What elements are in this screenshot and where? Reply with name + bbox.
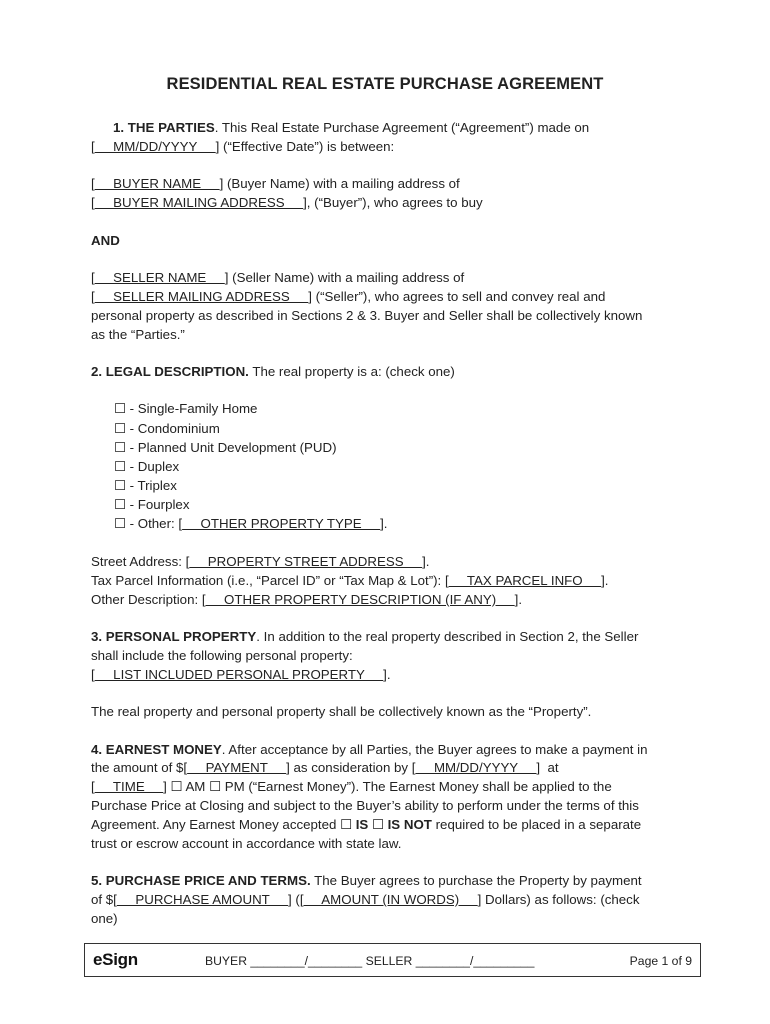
property-type-option-pud[interactable]: ☐ - Planned Unit Development (PUD) — [114, 440, 337, 455]
purchase-amount-field[interactable]: PURCHASE AMOUNT — [116, 892, 289, 907]
buyer-address-text: ], (“Buyer”), who agrees to buy — [303, 195, 483, 210]
payment-time-field[interactable]: TIME — [94, 779, 164, 794]
street-address-suffix: ]. — [422, 554, 430, 569]
escrow-is-not-option[interactable]: IS NOT — [387, 817, 432, 832]
seller-name-text: ] (Seller Name) with a mailing address of — [224, 270, 465, 285]
payment-at-label: ] at — [536, 760, 559, 775]
tax-parcel-label: Tax Parcel Information (i.e., “Parcel ID” or “Tax Map & Lot”): [ — [91, 573, 449, 588]
section-3-line-2: shall include the following personal property: — [91, 648, 353, 663]
section-1-line-1 — [113, 119, 589, 137]
tax-parcel-line — [91, 572, 609, 590]
buyer-address-field[interactable]: BUYER MAILING ADDRESS — [94, 195, 304, 210]
section-3-text: . In addition to the real property described in Section 2, the Seller — [256, 629, 639, 644]
property-type-option-fourplex[interactable]: ☐ - Fourplex — [114, 497, 190, 512]
seller-name-line: [ SELLER NAME ] (Seller Name) with a mailing address of — [91, 270, 465, 285]
section-4-heading: 4. EARNEST MONEY — [91, 742, 222, 757]
section-1-number: 1. — [113, 120, 125, 135]
other-description-line — [91, 591, 522, 609]
section-1-text: . This Real Estate Purchase Agreement (“Agreement”) made on — [214, 120, 590, 135]
seller-name-field[interactable]: SELLER NAME — [94, 270, 225, 285]
section-4-text: . After acceptance by all Parties, the Buyer agrees to make a payment in — [221, 742, 648, 757]
buyer-name-text: ] (Buyer Name) with a mailing address of — [219, 176, 460, 191]
property-definition-text: The real property and personal property shall be collectively known as the “Property”. — [91, 704, 592, 719]
effective-date-field[interactable]: MM/DD/YYYY — [94, 139, 216, 154]
property-type-option-other[interactable] — [114, 515, 388, 533]
section-4-line-1 — [91, 741, 648, 759]
other-description-field[interactable]: OTHER PROPERTY DESCRIPTION (IF ANY) — [205, 592, 515, 607]
section-5-line-3: one) — [91, 911, 118, 926]
section-1-heading: THE PARTIES — [127, 120, 215, 135]
street-address-field[interactable]: PROPERTY STREET ADDRESS — [189, 554, 423, 569]
payment-date-field[interactable]: MM/DD/YYYY — [415, 760, 537, 775]
section-5-heading: 5. PURCHASE PRICE AND TERMS. — [91, 873, 311, 888]
other-option-suffix: ]. — [380, 516, 388, 531]
esign-logo: eSign — [93, 950, 138, 969]
property-type-option-single-family[interactable]: ☐ - Single-Family Home — [114, 401, 258, 416]
section-4-line-2 — [91, 759, 559, 777]
tax-parcel-suffix: ]. — [601, 573, 609, 588]
amount-words-field[interactable]: AMOUNT (IN WORDS) — [303, 892, 478, 907]
section-2-heading: 2. LEGAL DESCRIPTION. — [91, 364, 249, 379]
section-5-text-end: ] Dollars) as follows: (check — [477, 892, 640, 907]
other-description-label: Other Description: [ — [91, 592, 206, 607]
amount-words-label: ] ([ — [288, 892, 304, 907]
escrow-is-option[interactable]: IS — [355, 817, 369, 832]
page-number: Page 1 of 9 — [629, 954, 692, 968]
personal-property-line: [ LIST INCLUDED PERSONAL PROPERTY ]. — [91, 667, 391, 682]
property-type-option-duplex[interactable]: ☐ - Duplex — [114, 459, 180, 474]
and-label: AND — [91, 233, 120, 248]
street-address-label: Street Address: [ — [91, 554, 190, 569]
street-address-line — [91, 553, 429, 571]
parties-text-line-2: as the “Parties.” — [91, 327, 185, 342]
property-type-option-triplex[interactable]: ☐ - Triplex — [114, 478, 177, 493]
section-4-line-5 — [91, 816, 641, 834]
document-title: RESIDENTIAL REAL ESTATE PURCHASE AGREEMENT — [166, 75, 604, 93]
buyer-address-line: [ BUYER MAILING ADDRESS ], (“Buyer”), who agrees to buy — [91, 195, 483, 210]
section-5-line-1 — [91, 872, 642, 890]
section-2-line — [91, 363, 455, 381]
property-type-option-condominium[interactable]: ☐ - Condominium — [114, 421, 220, 436]
escrow-text-c: required to be placed in a separate — [431, 817, 642, 832]
other-option-label: ☐ - Other: [ — [114, 516, 183, 531]
tax-parcel-field[interactable]: TAX PARCEL INFO — [448, 573, 602, 588]
section-5-text: The Buyer agrees to purchase the Property by payment — [310, 873, 642, 888]
section-5-line-2 — [91, 891, 639, 909]
section-2-text: The real property is a: (check one) — [248, 364, 455, 379]
payment-amount-field[interactable]: PAYMENT — [187, 760, 287, 775]
seller-address-text: ] (“Seller”), who agrees to sell and convey real and — [308, 289, 606, 304]
section-4-line-3: [ TIME ] ☐ AM ☐ PM (“Earnest Money”). The Earnest Money shall be applied to the — [91, 779, 612, 794]
section-4-line-4: Purchase Price at Closing and subject to the Buyer’s ability to perform under the terms of this — [91, 798, 639, 813]
purchase-amount-label: of $[ — [91, 892, 117, 907]
seller-address-field[interactable]: SELLER MAILING ADDRESS — [94, 289, 309, 304]
earnest-money-text: ] ☐ AM ☐ PM (“Earnest Money”). The Earnest Money shall be applied to the — [163, 779, 612, 794]
personal-property-suffix: ]. — [383, 667, 391, 682]
page-footer — [84, 943, 701, 977]
escrow-text-a: Agreement. Any Earnest Money accepted ☐ — [91, 817, 356, 832]
payment-label: the amount of $[ — [91, 760, 188, 775]
section-3-heading: 3. PERSONAL PROPERTY — [91, 629, 257, 644]
payment-date-label: ] as consideration by [ — [286, 760, 416, 775]
initials-line[interactable]: BUYER ________/________ SELLER ________/_________ — [205, 954, 535, 968]
effective-date-text: ] (“Effective Date”) is between: — [215, 139, 395, 154]
personal-property-field[interactable]: LIST INCLUDED PERSONAL PROPERTY — [94, 667, 384, 682]
buyer-name-line: [ BUYER NAME ] (Buyer Name) with a mailing address of — [91, 176, 460, 191]
seller-address-line: [ SELLER MAILING ADDRESS ] (“Seller”), who agrees to sell and convey real and — [91, 289, 606, 304]
other-property-type-field[interactable]: OTHER PROPERTY TYPE — [182, 516, 381, 531]
section-1-line-2: [ MM/DD/YYYY ] (“Effective Date”) is between: — [91, 139, 395, 154]
parties-text-line-1: personal property as described in Sections 2 & 3. Buyer and Seller shall be collectively known — [91, 308, 643, 323]
other-description-suffix: ]. — [514, 592, 523, 607]
section-3-line-1 — [91, 628, 638, 646]
buyer-name-field[interactable]: BUYER NAME — [94, 176, 220, 191]
escrow-text-b: ☐ — [368, 817, 388, 832]
section-4-line-6: trust or escrow account in accordance with state law. — [91, 836, 402, 851]
